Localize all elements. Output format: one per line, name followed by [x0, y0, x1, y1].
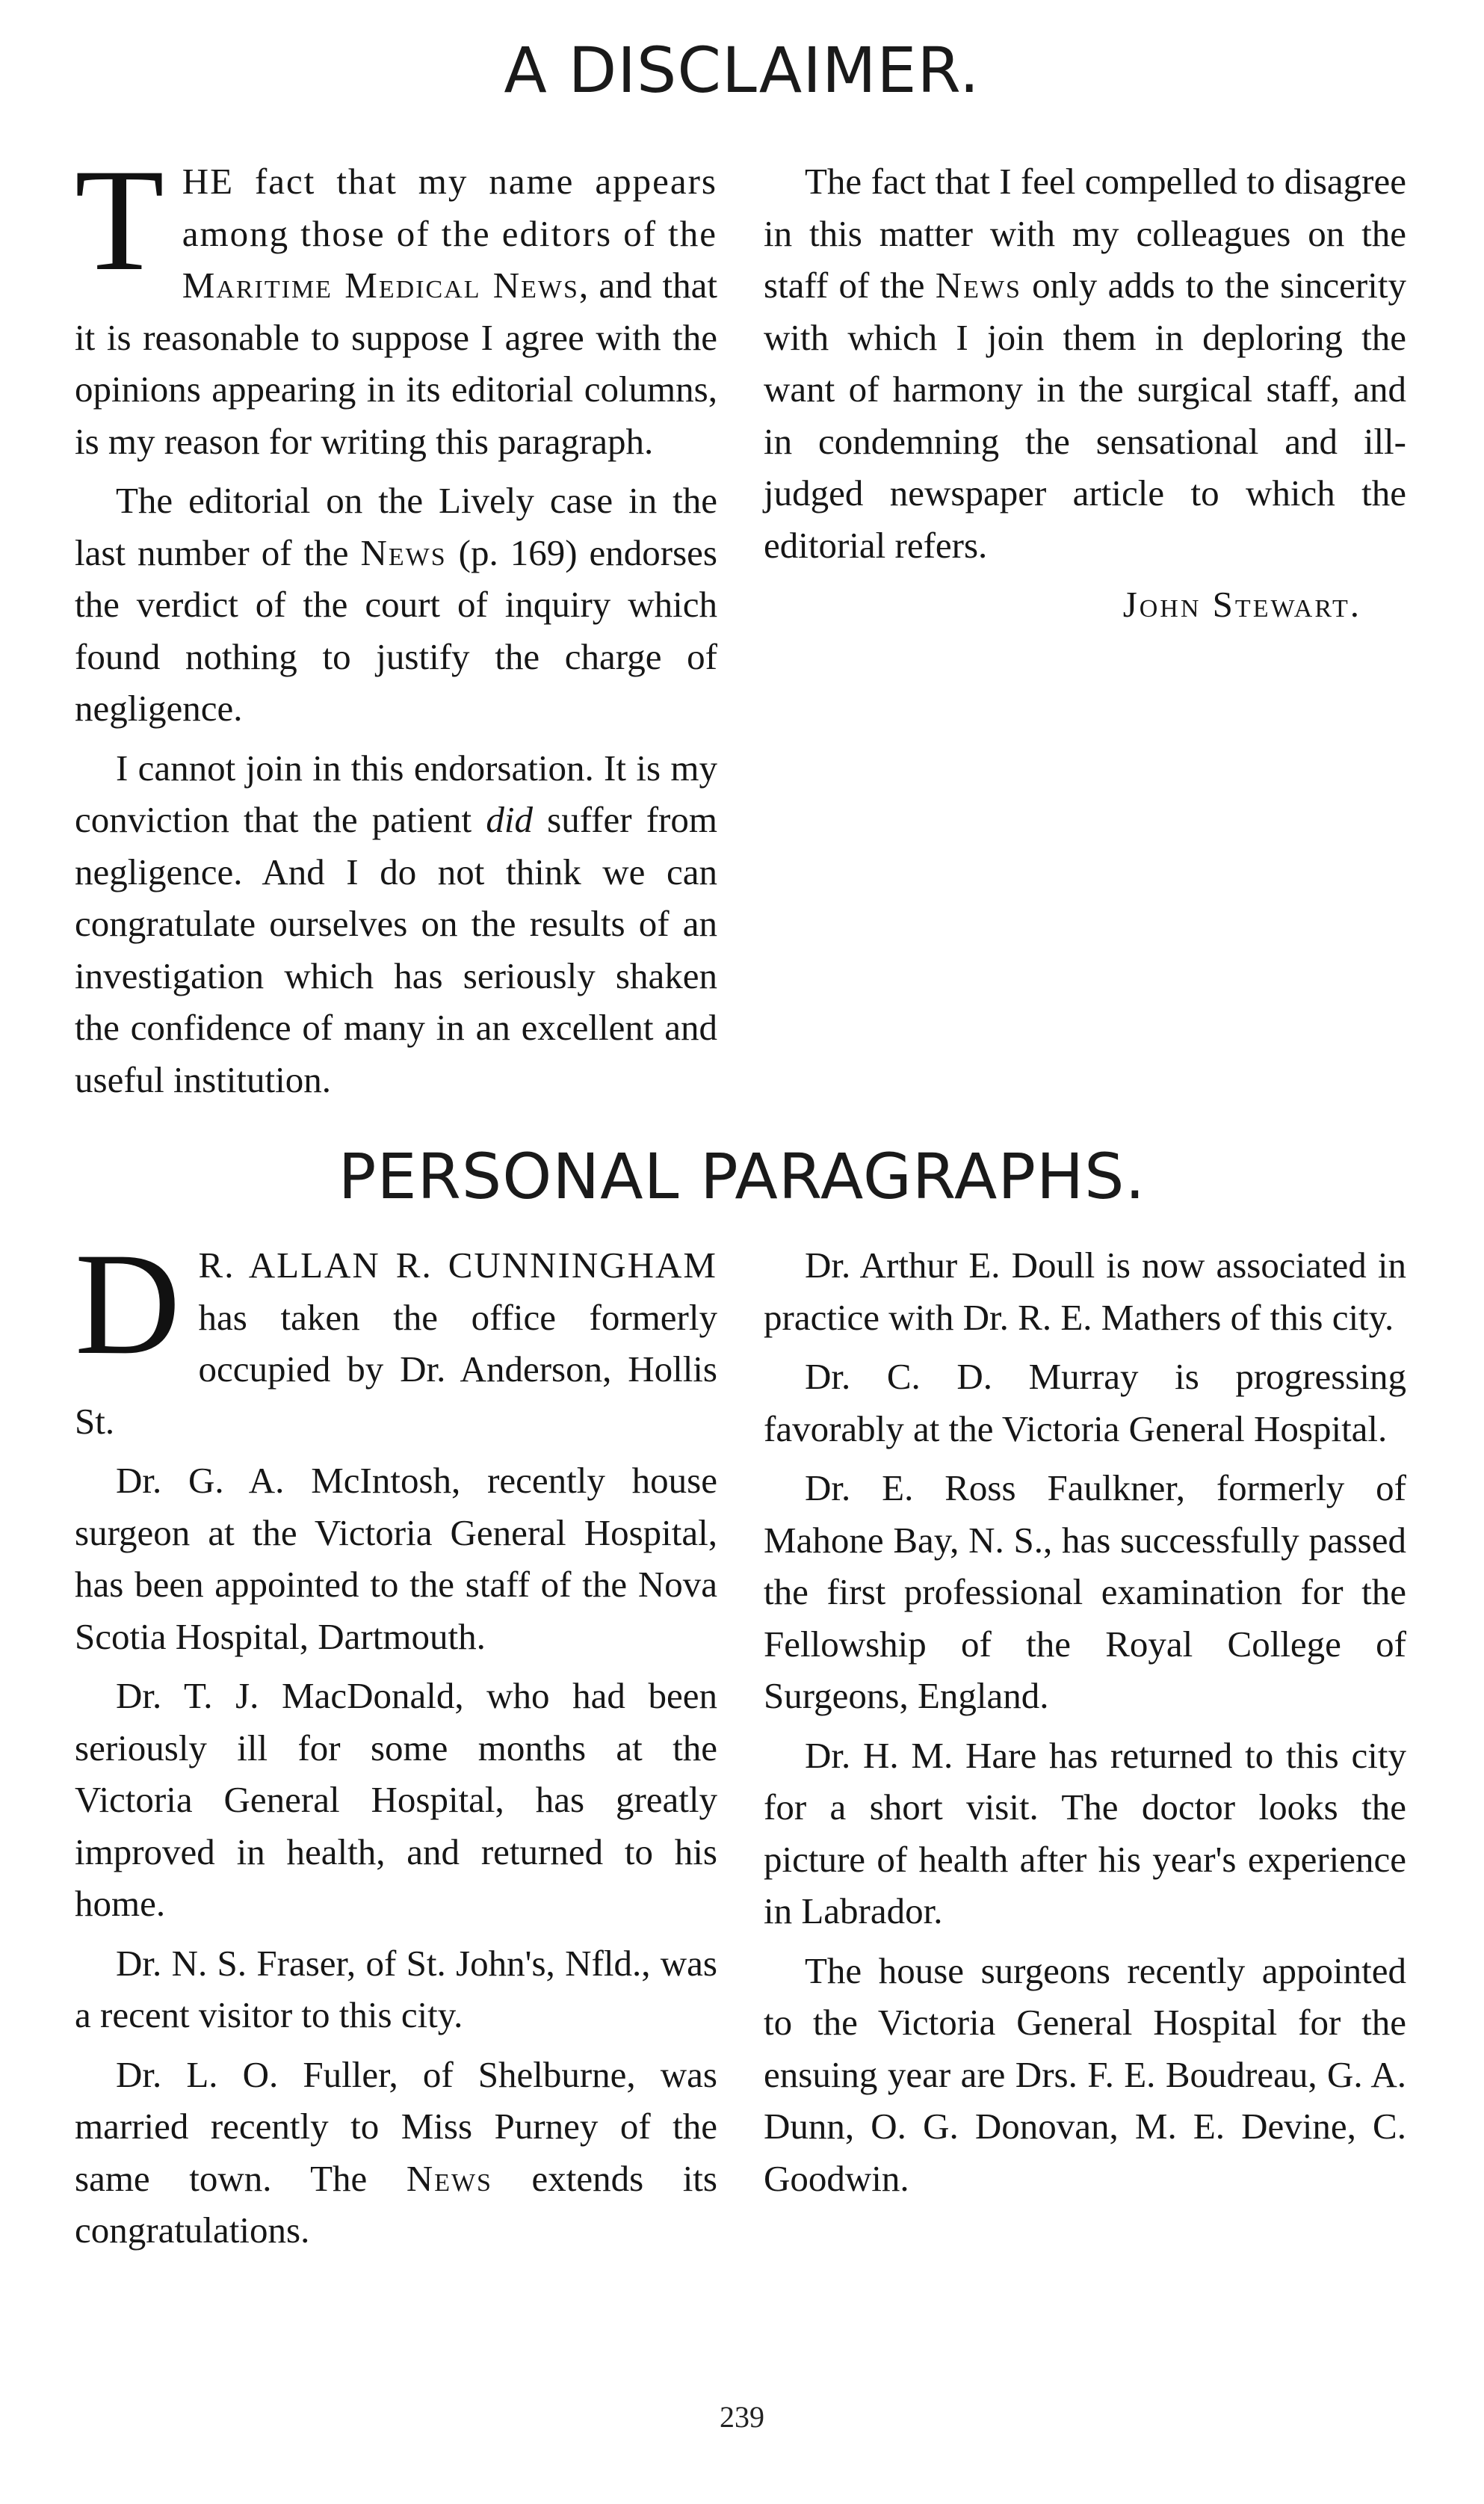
paragraph-text: I cannot join in this endorsation. It is my conviction that the patient — [75, 747, 717, 840]
disclaimer-right-column — [764, 155, 1406, 638]
personal-paragraph-7: Dr. C. D. Murray is progressing favorably at the Victoria General Hospital. — [764, 1356, 1406, 1449]
paragraph-text: Dr. L. O. Fuller, of Shelburne, was married recently to Miss Purney of the same town. The — [75, 2053, 717, 2199]
personal-paragraph-5 — [75, 2049, 717, 2257]
paragraph-text: has taken the office formerly occupied by Dr. Anderson, Hollis St. — [75, 1296, 717, 1442]
emphasis-text: did — [486, 799, 533, 840]
personal-paragraphs-heading: PERSONAL PARAGRAPHS. — [338, 1140, 1146, 1213]
personal-left-column — [75, 1223, 717, 2264]
journal-name: News — [935, 265, 1021, 306]
journal-name: Maritime Medical News — [182, 265, 579, 306]
journal-name: News — [406, 2157, 492, 2199]
paragraph-text: (p. 169) endorses the verdict of the court of inquiry which found nothing to justify the charge of negligence. — [75, 531, 718, 729]
paragraph-text: The editorial on the Lively case in the last number of the — [75, 480, 717, 573]
disclaimer-paragraph-4 — [764, 155, 1406, 571]
signature: John Stewart. — [1122, 584, 1361, 625]
personal-paragraph-8: Dr. E. Ross Faulkner, formerly of Mahone Bay, N. S., has successfully passed the first professional examination for the Fellowship of the Royal College of Surgeons, England. — [764, 1467, 1406, 1716]
paragraph-text: The fact that I feel compelled to disagree in this matter with my colleagues on the staff of the — [764, 161, 1406, 306]
personal-paragraph-1 — [75, 1223, 717, 1447]
paragraph-text: extends its congratulations. — [75, 2157, 717, 2251]
paragraph-text: R. ALLAN R. CUNNINGHAM — [198, 1245, 717, 1286]
personal-paragraph-4: Dr. N. S. Fraser, of St. John's, Nfld., was a recent visitor to this city. — [75, 1942, 717, 2035]
personal-paragraph-10: The house surgeons recently appointed to the Victoria General Hospital for the ensuing year are Drs. F. E. Boudreau, G. A. Dunn, O. G. Donovan, M. E. Devine, C. Goodwin. — [764, 1949, 1406, 2199]
personal-paragraph-3: Dr. T. J. MacDonald, who had been seriously ill for some months at the Victoria General Hospital, has greatly improved in health, and returned to his home. — [75, 1675, 717, 1924]
personal-right-column — [764, 1239, 1406, 2212]
paragraph-text: only adds to the sincerity with which I join them in deploring the want of harmony in the surgical staff, and in condemning the sensational and ill-judged newspaper article to which the editorial refers. — [764, 265, 1406, 566]
drop-cap: D — [75, 1223, 181, 1385]
disclaimer-paragraph-2 — [75, 475, 717, 735]
personal-paragraph-2: Dr. G. A. McIntosh, recently house surgeon at the Victoria General Hospital, has been appointed to the staff of the Nova Scotia Hospital, Dartmouth. — [75, 1460, 717, 1657]
personal-paragraph-6: Dr. Arthur E. Doull is now associated in practice with Dr. R. E. Mathers of this city. — [764, 1245, 1406, 1338]
paragraph-text: HE fact that my name appears among those of the editors of the — [182, 161, 717, 254]
paragraph-text: , and that it is reasonable to suppose I agree with the opinions appearing in its editorial columns, is my reason for writing this paragraph. — [75, 265, 717, 462]
disclaimer-paragraph-3 — [75, 742, 717, 1106]
disclaimer-paragraph-1 — [75, 139, 717, 467]
disclaimer-heading: A DISCLAIMER. — [504, 34, 980, 107]
personal-paragraph-9: Dr. H. M. Hare has returned to this city for a short visit. The doctor looks the picture of health after his year's experience in Labrador. — [764, 1734, 1406, 1931]
journal-name: News — [360, 531, 447, 573]
drop-cap: T — [75, 139, 164, 301]
page-number: 239 — [720, 2400, 764, 2434]
disclaimer-left-column — [75, 139, 718, 1113]
paragraph-text: suffer from negligence. And I do not think we can congratulate ourselves on the results of an investigation which has seriously shaken the confidence of many in an excellent and useful institution. — [75, 799, 717, 1100]
